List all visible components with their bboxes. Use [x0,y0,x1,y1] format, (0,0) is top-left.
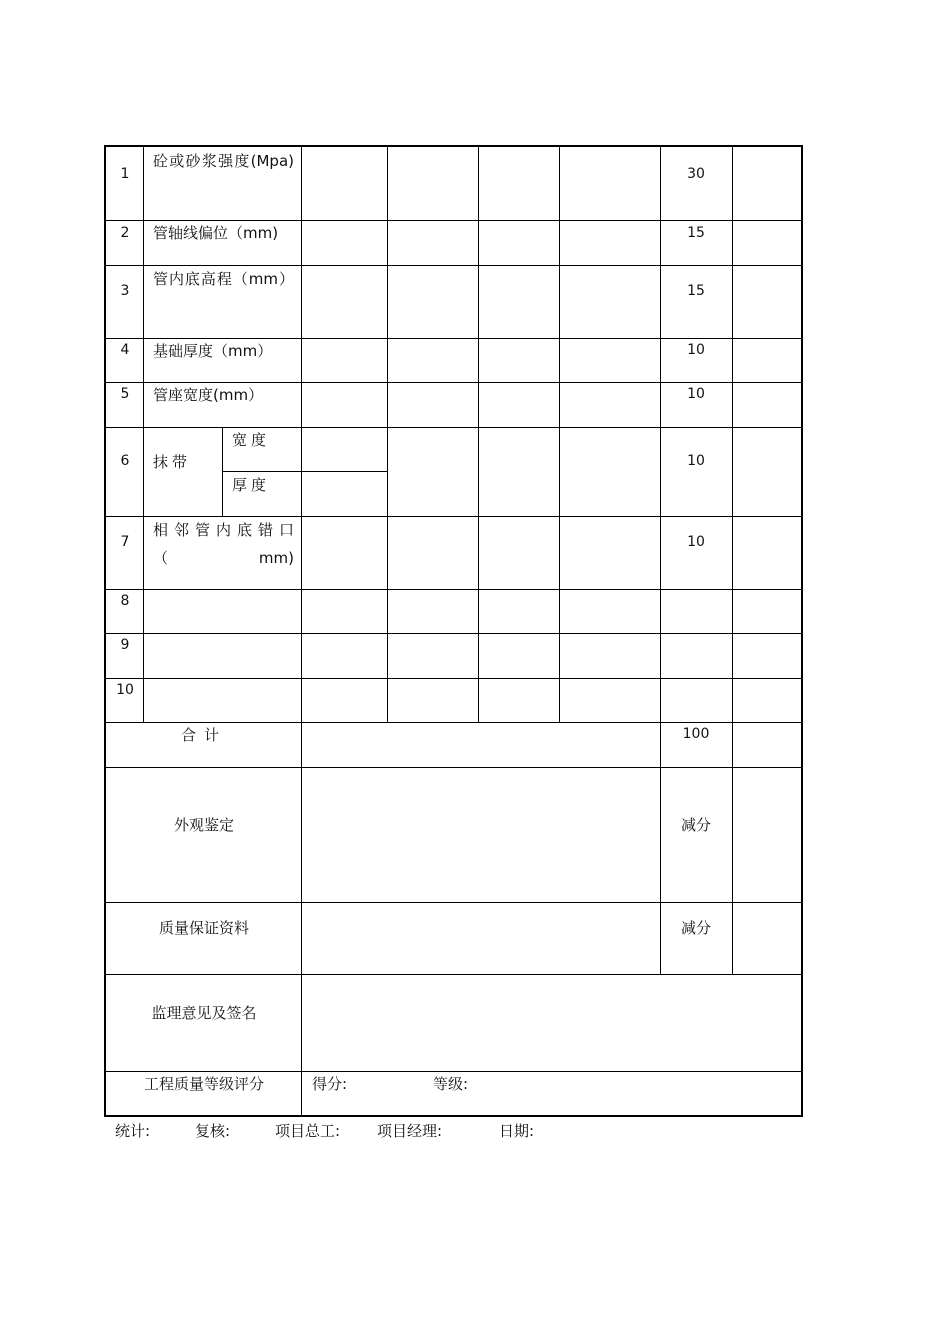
row-divider [106,902,803,903]
col-divider [222,427,223,516]
chief-engineer-label: 项目总工: [275,1122,341,1140]
item-name: 砼或砂浆强度(Mpa) [153,152,294,170]
item-score: 10 [687,453,705,469]
row-divider [106,427,803,428]
quality-docs-deduct: 减分 [680,919,712,937]
item-score: 15 [687,225,705,241]
row-number: 4 [120,342,130,358]
sub-item-name: 厚度 [232,476,271,494]
row-divider [106,678,803,679]
total-score: 100 [682,726,710,742]
date-label: 日期: [499,1122,535,1140]
item-name: 管内底高程（mm） [153,270,294,288]
col-divider [732,147,733,974]
review-label: 复核: [195,1122,231,1140]
item-name: 相邻管内底错口（mm) [153,521,294,567]
row-divider [106,767,803,768]
appearance-deduct: 减分 [680,816,712,834]
row-divider [106,633,803,634]
row-number: 6 [120,453,130,469]
manager-label: 项目经理: [377,1122,443,1140]
row-number: 8 [120,593,130,609]
item-score: 10 [687,342,705,358]
sub-item-name: 宽度 [232,431,271,449]
stats-label: 统计: [115,1122,151,1140]
quality-docs-label: 质量保证资料 [158,919,250,937]
item-score: 15 [687,283,705,299]
row-divider [106,589,803,590]
col-divider [143,147,144,722]
inspection-form-table [104,145,803,1117]
row-number: 10 [116,682,134,698]
row-number: 9 [120,637,130,653]
appearance-label: 外观鉴定 [173,816,235,834]
col-divider [478,147,479,722]
row-number: 1 [120,166,130,182]
grade-level-label: 等级: [433,1075,469,1093]
item-name: 基础厚度（mm） [153,342,273,360]
row-number: 2 [120,225,130,241]
row-number: 5 [120,386,130,402]
col-divider [660,147,661,974]
item-score: 10 [687,386,705,402]
grade-label: 工程质量等级评分 [143,1075,265,1093]
item-score: 10 [687,534,705,550]
row-divider [106,974,803,975]
col-divider [559,147,560,722]
item-score: 30 [687,166,705,182]
row-number: 7 [120,534,130,550]
supervisor-label: 监理意见及签名 [151,1004,257,1022]
col-divider [301,147,302,1117]
col-divider [387,147,388,722]
total-label: 合计 [180,726,228,744]
item-name: 抹带 [153,453,192,471]
item-name: 管座宽度(mm） [153,386,264,404]
item-name: 管轴线偏位（mm) [153,224,279,242]
grade-score-label: 得分: [312,1075,348,1093]
row-number: 3 [120,283,130,299]
